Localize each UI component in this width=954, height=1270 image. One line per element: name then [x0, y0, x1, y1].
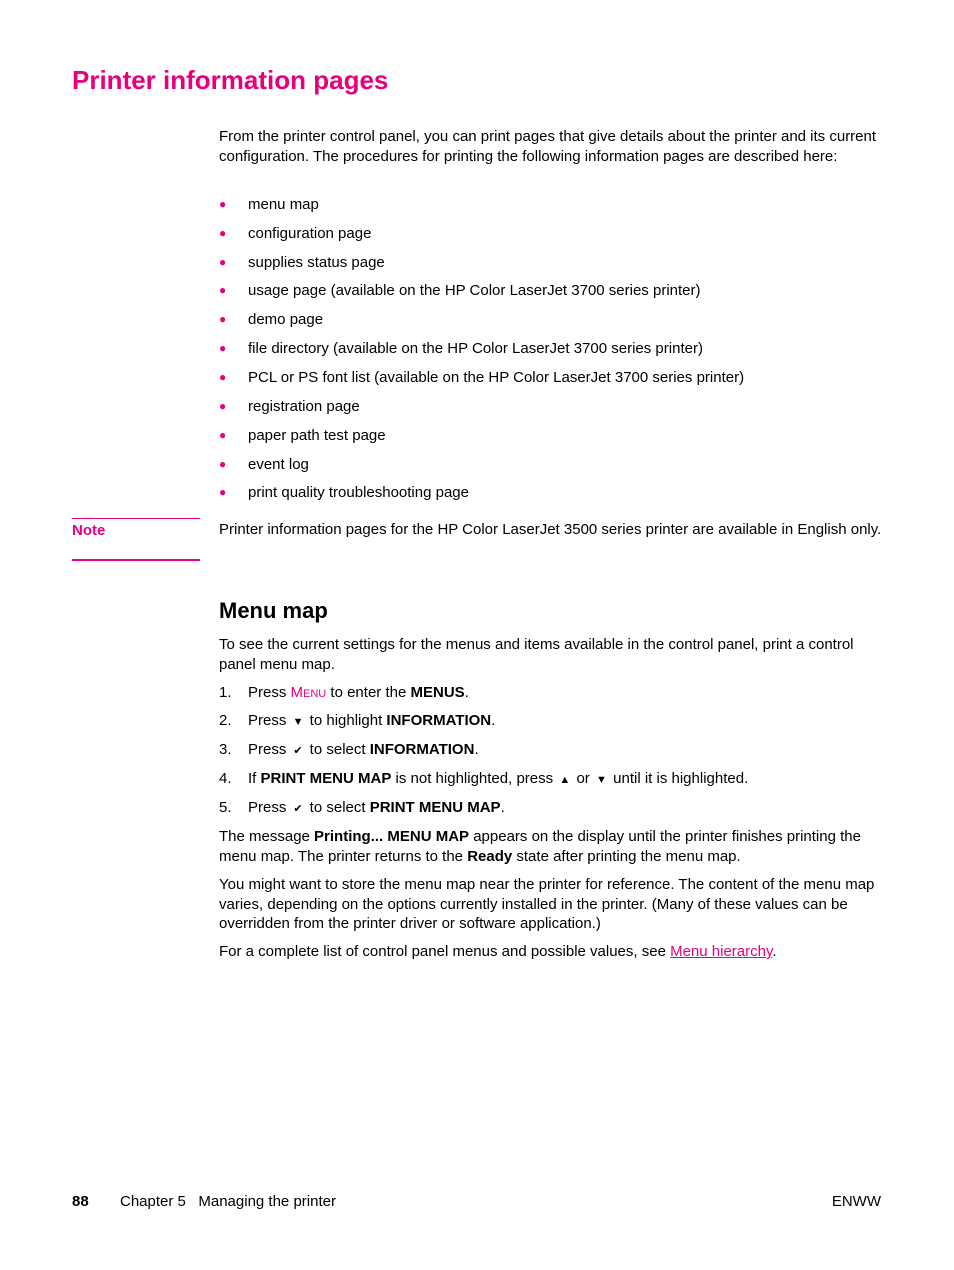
note-label: Note — [72, 522, 106, 539]
step-bold: MENUS — [410, 684, 465, 701]
list-item-text: usage page (available on the HP Color LaserJet 3700 series printer) — [248, 282, 701, 299]
step-bold: PRINT MENU MAP — [369, 799, 501, 816]
list-item-text: print quality troubleshooting page — [248, 484, 469, 501]
menu-list-paragraph — [219, 942, 884, 962]
bullet-dot-icon: ● — [219, 370, 227, 384]
menu-hierarchy-link[interactable]: Menu hierarchy — [670, 943, 773, 960]
step-text-part: . — [491, 712, 496, 729]
bullet-dot-icon: ● — [219, 341, 227, 355]
step-text — [248, 683, 469, 702]
step-text-part: to select — [305, 799, 370, 816]
step-number: 3. — [219, 741, 232, 758]
bullet-dot-icon: ● — [219, 485, 227, 499]
step-text-part: to select — [305, 741, 370, 758]
step-text-part: Press — [248, 684, 291, 701]
step-number: 1. — [219, 684, 232, 701]
paragraph-text-part: state after printing the menu map. — [512, 847, 741, 865]
paragraph-text-part: The message — [219, 828, 315, 845]
footer-chapter: Chapter 5 Managing the printer — [120, 1193, 336, 1210]
step-text — [248, 769, 748, 790]
down-arrow-icon: ▼ — [292, 716, 304, 728]
list-item-text: supplies status page — [248, 254, 385, 271]
footer-page-number: 88 — [72, 1193, 89, 1210]
list-item-text: menu map — [248, 196, 319, 213]
bullet-dot-icon: ● — [219, 255, 227, 269]
step-bold: PRINT MENU MAP — [260, 770, 392, 787]
step-text-part: to enter the — [326, 684, 411, 701]
menu-map-intro: To see the current settings for the menus and items available in the control panel, print a control panel menu map. — [219, 636, 854, 673]
message-paragraph — [219, 827, 884, 866]
up-arrow-icon: ▲ — [559, 774, 571, 786]
step-text — [248, 711, 495, 732]
step-text-part: Press — [248, 741, 291, 758]
step-text-part: is not highlighted, press — [391, 770, 558, 787]
list-item-text: file directory (available on the HP Color LaserJet 3700 series printer) — [248, 340, 703, 357]
step-text-part: . — [464, 684, 469, 701]
paragraph-bold: Printing... MENU MAP — [314, 828, 470, 845]
checkmark-icon: ✔ — [293, 803, 303, 815]
footer-enww: ENWW — [831, 1193, 881, 1210]
note-text: Printer information pages for the HP Color LaserJet 3500 series printer are available in English only. — [219, 521, 882, 538]
list-item-text: paper path test page — [248, 427, 386, 444]
bullet-dot-icon: ● — [219, 399, 227, 413]
down-arrow-icon: ▼ — [596, 774, 607, 786]
bullet-dot-icon: ● — [219, 457, 227, 471]
step-text-part: until it is highlighted. — [608, 770, 749, 787]
note-bottom-rule — [72, 559, 200, 561]
bullet-dot-icon: ● — [219, 428, 227, 442]
list-item-text: configuration page — [248, 225, 372, 242]
intro-paragraph: From the printer control panel, you can print pages that give details about the printer and its current configuration. The procedures for printing the following information pages are described here: — [219, 128, 877, 165]
step-text — [248, 798, 505, 819]
note-top-rule — [72, 518, 200, 519]
bullet-dot-icon: ● — [219, 197, 227, 211]
step-bold: INFORMATION — [386, 712, 492, 729]
step-text-part: Press — [248, 799, 291, 816]
step-text-part: . — [500, 799, 505, 816]
paragraph-text-part: For a complete list of control panel menus and possible values, see — [219, 943, 671, 960]
step-text — [248, 740, 479, 761]
bullet-dot-icon: ● — [219, 312, 227, 326]
paragraph-text-part: . — [772, 943, 777, 960]
step-number: 5. — [219, 799, 232, 816]
list-item-text: event log — [248, 456, 309, 473]
checkmark-icon: ✔ — [293, 745, 303, 757]
store-paragraph: You might want to store the menu map near the printer for reference. The content of the menu map varies, depending on the options currently installed in the printer. (Many of these values can be overridden from the printer driver or software application.) — [219, 876, 875, 932]
step-number: 4. — [219, 770, 232, 787]
section-heading-menu-map: Menu map — [219, 598, 328, 623]
step-text-part: or — [572, 770, 594, 787]
step-text-part: If — [248, 770, 261, 787]
page-title: Printer information pages — [72, 65, 389, 95]
list-item-text: demo page — [248, 311, 324, 328]
step-text-part: . — [474, 741, 479, 758]
step-text-part: to highlight — [305, 712, 387, 729]
paragraph-text-part: appears on the display until the printer finishes printing the menu map. The printer returns to the — [219, 828, 866, 865]
list-item-text: PCL or PS font list (available on the HP Color LaserJet 3700 series printer) — [248, 369, 745, 386]
paragraph-bold: Ready — [467, 847, 513, 865]
list-item-text: registration page — [248, 398, 360, 415]
bullet-dot-icon: ● — [219, 226, 227, 240]
step-text-part: Press — [248, 712, 291, 729]
step-number: 2. — [219, 712, 232, 729]
step-bold: INFORMATION — [369, 741, 475, 758]
menu-key: Menu — [290, 684, 327, 701]
bullet-dot-icon: ● — [219, 283, 227, 297]
